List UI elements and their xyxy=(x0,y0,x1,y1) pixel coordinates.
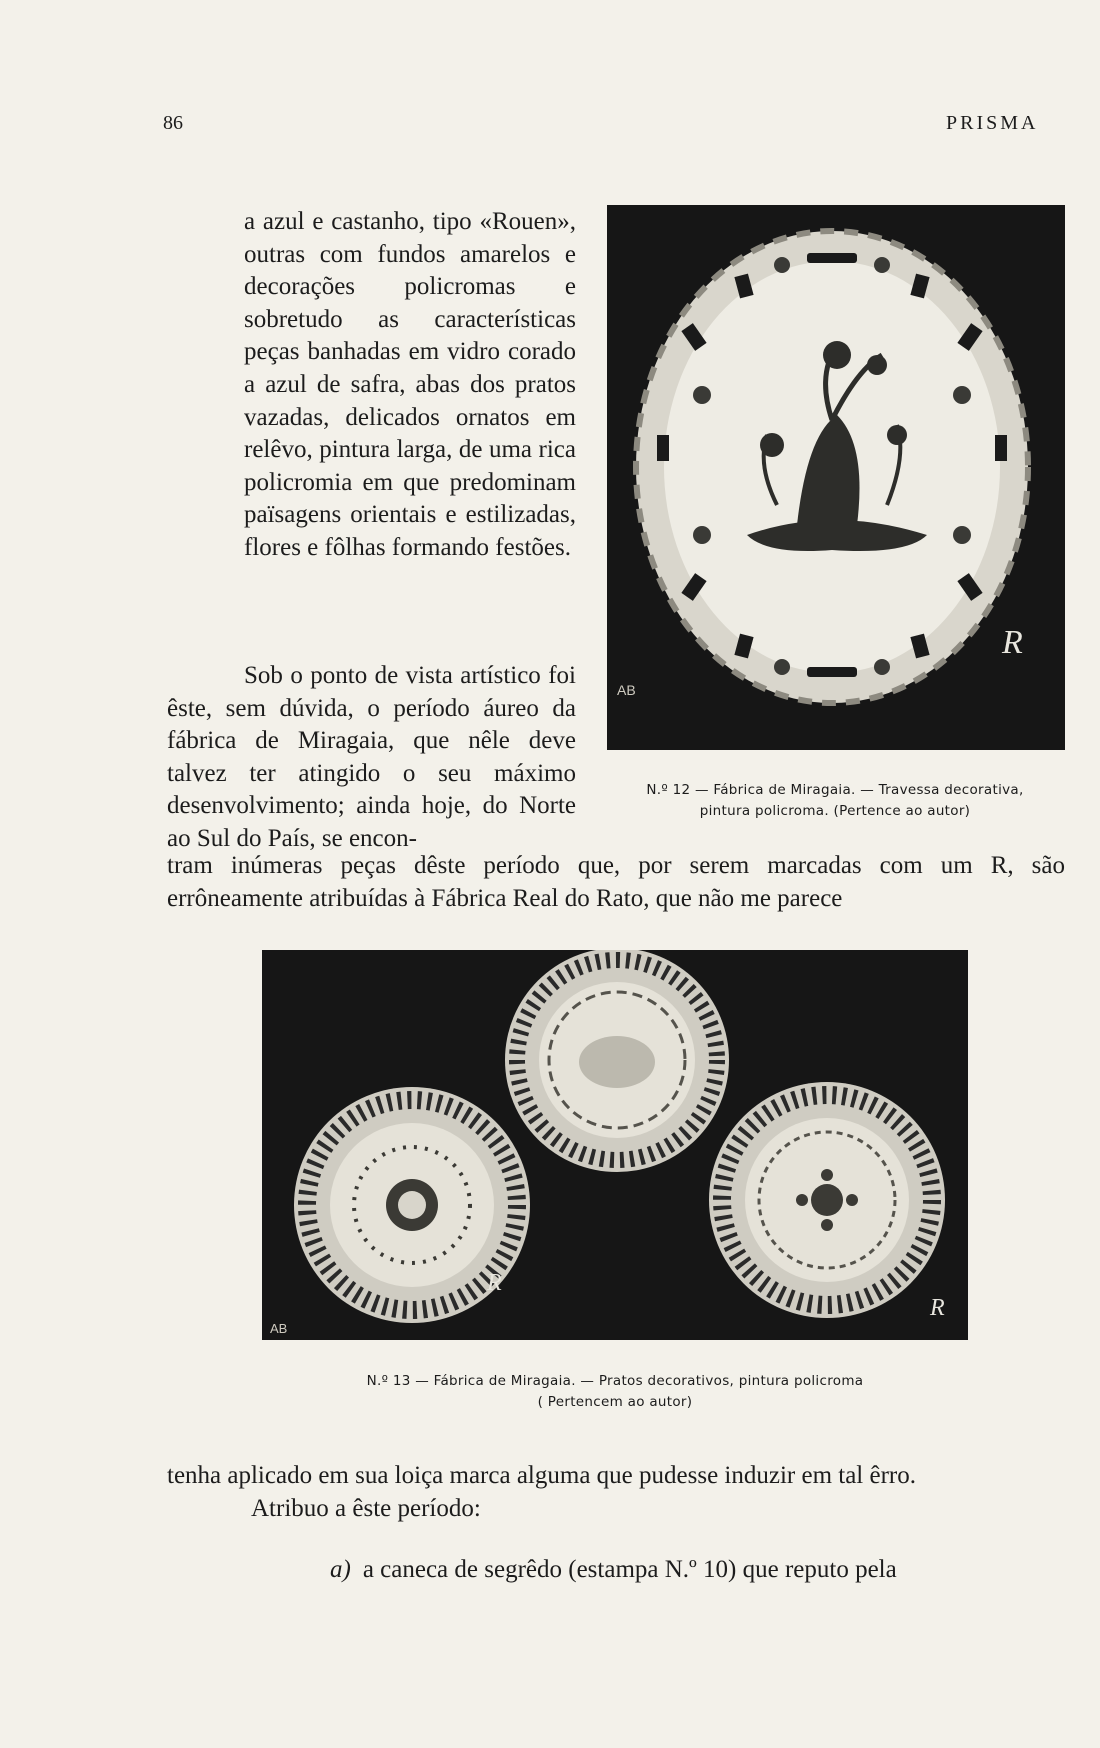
three-plates-illustration xyxy=(262,950,968,1340)
figure-12-caption xyxy=(600,780,1070,822)
paragraph-1: a azul e castanho, tipo «Rouen», outras com fundos amarelos e decorações policromas e sobretudo as características peças banhadas em vidro corado a azul de safra, abas dos pratos vazadas, delicados ornatos em relêvo, pintura larga, de uma rica policromia em que predominam païsagens orientais e estilizadas, flores e fôlhas formando festões. xyxy=(244,208,576,561)
figure-12-caption-line-1: N.º 12 — Fábrica de Miragaia. — Travessa decorativa, xyxy=(646,782,1024,798)
paragraph-3: tenha aplicado em sua loiça marca alguma que pudesse induzir em tal êrro. xyxy=(167,1462,916,1489)
list-item-letter: a) xyxy=(330,1556,351,1583)
plate-top xyxy=(505,950,729,1172)
figure-13-caption xyxy=(262,1371,968,1413)
page-number: 86 xyxy=(163,112,183,134)
running-title: PRISMA xyxy=(946,112,1039,134)
paragraph-2-continued: tram inúmeras peças dêste período que, por serem marcadas com um R, são errôneamente atribuídas à Fábrica Real do Rato, que não me parece xyxy=(167,852,1065,912)
paragraph-4: Atribuo a êste período: xyxy=(251,1495,481,1522)
right-plate-maker-mark: R xyxy=(930,1295,945,1321)
paragraph-2: Sob o ponto de vista artístico foi êste, sem dúvida, o período áureo da fábrica de Miragaia, que nêle deve talvez ter atingido o seu máximo desenvolvimento; ainda hoje, do Norte ao Sul do País, se encon- xyxy=(167,662,576,852)
photographer-signature: AB xyxy=(617,682,636,698)
tray-maker-mark: R xyxy=(1002,624,1023,661)
figure-12-photo xyxy=(607,205,1065,750)
figure-13-caption-line-2: ( Pertencem ao autor) xyxy=(537,1394,693,1410)
figure-13-photo xyxy=(262,950,968,1340)
figure-12-caption-line-2: pintura policroma. (Pertence ao autor) xyxy=(699,803,971,819)
photographer-signature: AB xyxy=(270,1321,288,1336)
list-item-a xyxy=(330,1554,1065,1587)
list-item-text: a caneca de segrêdo (estampa N.º 10) que reputo pela xyxy=(362,1556,897,1583)
plate-right xyxy=(709,1082,945,1318)
oval-tray-illustration xyxy=(607,205,1065,750)
figure-13-caption-line-1: N.º 13 — Fábrica de Miragaia. — Pratos decorativos, pintura policroma xyxy=(366,1373,864,1389)
left-plate-maker-mark: R xyxy=(487,1270,502,1296)
